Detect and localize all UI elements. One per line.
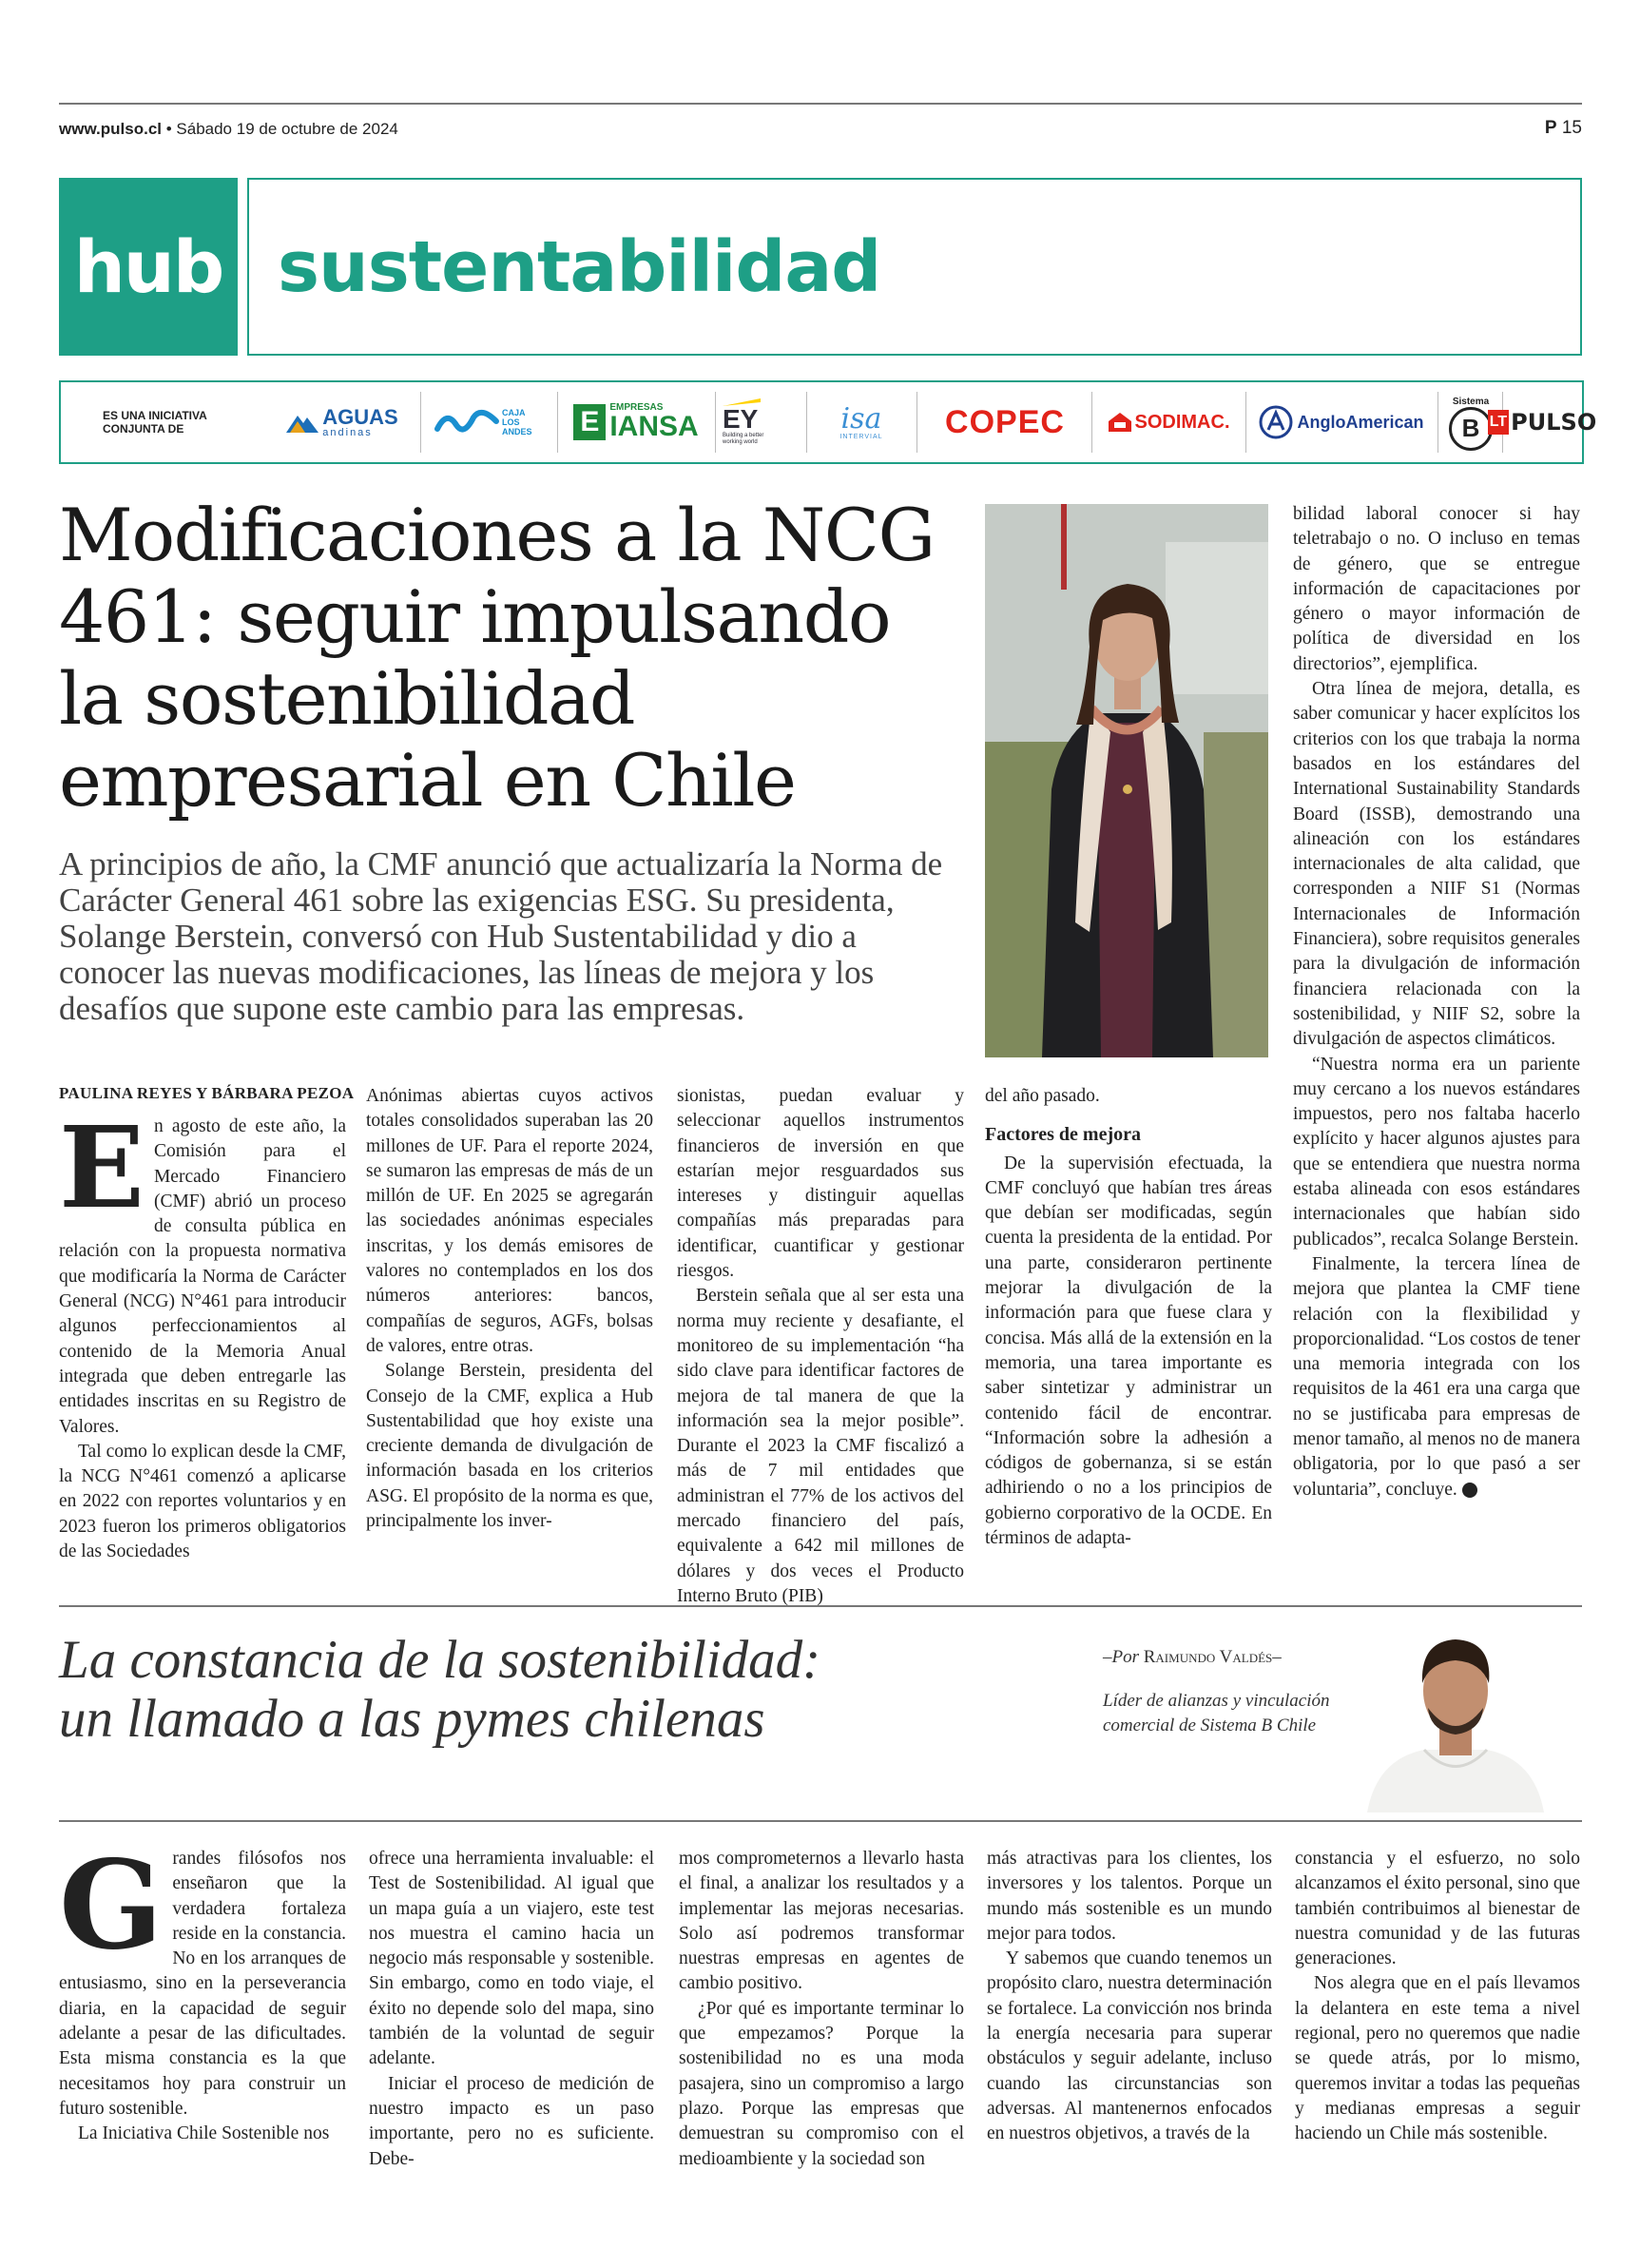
portrait-photo-valdes	[1348, 1617, 1563, 1812]
article1-paragraph: sionistas, puedan evaluar y seleccionar aquellos instrumentos financieros de inversión en que estarían mejor resguardados sus intereses y distinguir aquellas compañías más preparadas para identificar, cuantificar y gestionar riesgos.	[677, 1086, 964, 1282]
opinion-title-line2: un llamado a las pymes chilenas	[59, 1689, 765, 1749]
caja-name: CAJA LOS ANDES	[502, 408, 532, 436]
sponsor-separator	[715, 392, 716, 453]
article-byline: PAULINA REYES Y BÁRBARA PEZOA	[59, 1084, 355, 1102]
caja-wave-icon	[434, 408, 500, 436]
issue-date: • Sábado 19 de octubre de 2024	[162, 120, 398, 138]
logo-aguas-andinas	[276, 396, 409, 449]
article2-column-3	[679, 1847, 964, 2172]
logo-copec	[924, 396, 1086, 449]
article1-column-2	[366, 1084, 653, 1534]
logo-anglo-american	[1251, 396, 1432, 449]
anglo-emblem-icon	[1259, 405, 1293, 439]
sodimac-name: SODIMAC.	[1134, 411, 1230, 433]
article2-column-2	[369, 1847, 654, 2172]
article1-paragraph: “Nuestra norma era un pariente muy cercano a los nuevos estándares impuestos, pero nos faltaba hacerlo explícito y hacer algunos ajustes para que se entendiera que nuestra norma estaba alineada con esos estándares internacionales que habían sido publicados”, recalca Solange Berstein.	[1293, 1054, 1580, 1250]
sponsor-separator	[420, 392, 421, 453]
lt-mark: LT	[1488, 410, 1509, 435]
section-banner	[247, 178, 1582, 356]
sistema-b-name: B	[1461, 414, 1480, 442]
sponsor-separator	[1091, 392, 1092, 453]
article1-column-3	[677, 1084, 964, 1609]
anglo-name: AngloAmerican	[1297, 412, 1424, 432]
sponsor-separator	[806, 392, 807, 453]
logo-empresas-iansa	[565, 396, 707, 449]
article2-paragraph: mos comprometernos a llevarlo hasta el final, a analizar los resultados y a implementar las mejoras necesarias. Solo así podremos transformar nuestras empresas en agentes de cambio positivo.	[679, 1849, 964, 1994]
copec-name: COPEC	[945, 403, 1065, 440]
sodimac-house-icon	[1108, 412, 1132, 433]
aguas-mountain-icon	[286, 410, 318, 435]
article1-paragraph: bilidad laboral conocer si hay teletrabajo o no. O incluso en temas de género, que se entregue información de capacitaciones por género o mayor información de política de diversidad en los directorios”, ejemplifica.	[1293, 504, 1580, 674]
sistema-b-sub: Sistema	[1452, 396, 1490, 407]
hub-logo	[59, 178, 238, 356]
article1-paragraph: Solange Berstein, presidenta del Consejo de la CMF, explica a Hub Sustentabilidad que hoy existe una creciente demanda de divulgación de información basada en los criterios ASG. El propósito de la norma es que, principalmente los inver-	[366, 1361, 653, 1532]
page-prefix: P	[1544, 118, 1557, 138]
author-name: Raimundo Valdés	[1143, 1647, 1273, 1667]
author-suffix: –	[1272, 1647, 1282, 1667]
logo-lt-pulso	[1489, 396, 1597, 449]
iansa-mark-icon: E	[573, 404, 606, 440]
article2-column-5	[1295, 1847, 1580, 2147]
article1-column-1	[59, 1101, 346, 1564]
article2-paragraph: más atractivas para los clientes, los inversores y los talentos. Porque un mundo más sostenible es un mundo mejor para todos.	[987, 1849, 1272, 1944]
article1-paragraph	[59, 1101, 346, 1440]
dropcap: G	[59, 1834, 164, 1977]
article1-paragraph: Otra línea de mejora, detalla, es saber comunicar y hacer explícitos los criterios con los que trabaja la norma basados en los estándares del International Sustainability Standards Board (ISSB), demostrando una alineación con los estándares internacionales de alta calidad, que corresponden a NIIF S1 (Normas Internacionales de Información Financiera), sobre requisitos generales para la divulgación de información financiera relacionada con la sostenibilidad, y NIIF S2, sobre la divulgación de aspectos climáticos.	[1293, 679, 1580, 1050]
opinion-title-line1: La constancia de la sostenibilidad:	[59, 1630, 821, 1690]
article1-paragraph: Berstein señala que al ser esta una norma muy reciente y desafiante, el monitoreo de su implementación “ha sido clave para identificar factores de mejora de tal manera de que la información sea la mejor posible”. Durante el 2023 la CMF fiscalizó a más de 7 mil entidades que administran el 77% de los activos del mercado financiero del país, equivalente a 642 mil millones de dólares y dos veces el Producto Interno Bruto (PIB)	[677, 1286, 964, 1606]
top-rule	[59, 103, 1582, 105]
logo-caja-los-andes	[428, 396, 550, 449]
end-mark-icon: P	[1462, 1483, 1477, 1498]
opinion-author	[1103, 1647, 1282, 1668]
article2-paragraph: constancia y el esfuerzo, no solo alcanzamos el éxito personal, sino que también contribuimos al bienestar de nuestra comunidad y de las futuras generaciones.	[1295, 1849, 1580, 1969]
hub-label: hub	[73, 224, 223, 309]
site-url[interactable]: www.pulso.cl	[59, 120, 162, 138]
article1-column-4	[985, 1084, 1272, 1551]
author-portrait-illustration	[1348, 1617, 1563, 1812]
pulso-name: PULSO	[1511, 409, 1597, 436]
iansa-name: IANSA	[609, 411, 699, 442]
article2-paragraph: La Iniciativa Chile Sostenible nos	[78, 2123, 330, 2144]
sponsors-label	[103, 409, 207, 436]
page-number	[1545, 118, 1582, 139]
page-number-value: 15	[1561, 118, 1582, 138]
article2-paragraph: Iniciar el proceso de medición de nuestro impacto es un paso importante, pero no es suficiente. Debe-	[369, 2073, 654, 2169]
section-divider-bottom	[59, 1820, 1582, 1822]
portrait-illustration	[985, 504, 1268, 1057]
article1-paragraph: del año pasado.	[985, 1086, 1100, 1106]
aguas-sub: andinas	[322, 426, 373, 438]
iansa-sub: EMPRESAS	[609, 402, 664, 413]
sponsor-separator	[1245, 392, 1246, 453]
isa-sub: INTERVIAL	[839, 433, 883, 440]
aguas-name: AGUAS	[322, 404, 398, 429]
section-title: sustentabilidad	[278, 225, 881, 308]
author-role: Líder de alianzas y vinculación comercial de Sistema B Chile	[1103, 1691, 1330, 1735]
ey-sub: Building a better working world	[723, 433, 764, 445]
article-title: Modificaciones a la NCG 461: seguir impulsando la sostenibilidad empresarial en Chile	[59, 493, 935, 823]
sponsors-label-line1: ES UNA INICIATIVA	[103, 409, 207, 422]
portrait-photo-berstein	[985, 504, 1268, 1057]
article1-paragraph: Anónimas abiertas cuyos activos totales consolidados superaban las 20 millones de UF. Para el reporte 2024, se sumaron las empresas de más de un millón de UF. En 2025 se agregarán las sociedades anónimas especiales inscritas, y los demás emisores de valores no contemplados en los dos números anteriores: bancos, compañías de seguros, AGFs, bolsas de valores, entre otras.	[366, 1086, 653, 1356]
article1-paragraph	[1293, 1252, 1580, 1502]
article2-paragraph: ¿Por qué es importante terminar lo que empezamos? Porque la sostenibilidad no es una moda pasajera, sino un compromiso a largo plazo. Porque las empresas que demuestran su compromiso con el medioambiente y la sociedad son	[679, 1998, 964, 2169]
logo-isa-intervial	[814, 396, 909, 449]
isa-name: isa	[840, 401, 882, 436]
article2-paragraph: Y sabemos que cuando tenemos un propósito claro, nuestra determinación se fortalece. La convicción nos brinda la energía necesaria para superar obstáculos y seguir adelante, incluso cuando las circunstancias son adversas. Al mantenernos enfocados en nuestros objetivos, a través de la	[987, 1948, 1272, 2144]
article1-column-5	[1293, 502, 1580, 1502]
article2-column-1	[59, 1834, 346, 2147]
dropcap: E	[59, 1101, 145, 1233]
paragraph-text: n agosto de este año, la Comisión para el Mercado Financiero (CMF) abrió un proceso de consulta pública en relación con la propuesta normativa que modificaría la Norma de Carácter General (NCG) N°461 para introducir algunos perfeccionamientos al contenido de la Memoria Anual integrada que deben entregarle las entidades inscritas en su Registro de Valores.	[59, 1116, 346, 1437]
author-prefix: –Por	[1103, 1647, 1144, 1667]
article2-column-4	[987, 1847, 1272, 2147]
article2-paragraph: Nos alegra que en el país llevamos la delantera en este tema a nivel regional, pero no queremos que nadie se quede atrás, por lo mismo, queremos invitar a todas las pequeñas y medianas empresas a seguir haciendo un Chile más sostenible.	[1295, 1973, 1580, 2144]
b-corp-icon	[1449, 407, 1493, 451]
article1-paragraph: De la supervisión efectuada, la CMF concluyó que habían tres áreas que debían ser modificadas, según cuenta la presidenta de la entidad. Por una parte, consideraron pertinente mejorar la divulgación de la información para que fuese clara y concisa. Más allá de la extensión en la memoria, una tarea importante es saber sintetizar y administrar un contenido fácil de encontrar. “Información sobre la adhesión a códigos de gobernanza, si se están adhiriendo o no a los principios de gobierno corporativo de la OCDE. En términos de adapta-	[985, 1153, 1272, 1549]
sponsors-strip	[59, 380, 1597, 464]
site-date-line	[59, 120, 398, 139]
logo-sodimac	[1097, 396, 1240, 449]
sponsor-separator	[1437, 392, 1438, 453]
paragraph-text: Finalmente, la tercera línea de mejora que plantea la CMF tiene relación con la flexibilidad y proporcionalidad. “Los costos de tener una memoria integrada con los requisitos de la 461 era una carga que no se justificaba para empresas de menor tamaño, al menos no de manera obligatoria, por lo que pasó a ser voluntaria”, concluye.	[1293, 1253, 1580, 1500]
sponsors-label-line2: CONJUNTA DE	[103, 422, 184, 436]
sponsor-separator	[916, 392, 917, 453]
paragraph-text: randes filósofos nos enseñaron que la verdadera fortaleza reside en la constancia. No en los arranques de entusiasmo, sino en la perseverancia diaria, en la capacidad de seguir adelante a pesar de las dificultades. Esta misma constancia es la que necesitamos hoy para construir un futuro sostenible.	[59, 1849, 346, 2119]
article-lead: A principios de año, la CMF anunció que actualizaría la Norma de Carácter General 461 sobre las exigencias ESG. Su presidenta, Solange Berstein, conversó con Hub Sustentabilidad y dio a conocer las nuevas modificaciones, las líneas de mejora y los desafíos que supone este cambio para las empresas.	[59, 845, 943, 1027]
subheading-factores: Factores de mejora	[985, 1124, 1142, 1146]
section-divider-top	[59, 1605, 1582, 1607]
opinion-title	[59, 1631, 1048, 1749]
sponsor-separator	[557, 392, 558, 453]
ey-name: EY	[723, 404, 759, 434]
article2-paragraph: ofrece una herramienta invaluable: el Test de Sostenibilidad. Al igual que un mapa guía a un viajero, este test nos muestra el camino hacia un negocio más responsable y sostenible. Sin embargo, como en todo viaje, el éxito no depende solo del mapa, sino también de la voluntad de seguir adelante.	[369, 1849, 654, 2069]
article2-paragraph	[59, 1834, 346, 2122]
logo-ey	[723, 396, 799, 449]
article1-paragraph: Tal como lo explican desde la CMF, la NCG N°461 comenzó a aplicarse en 2022 con reportes voluntarios y en 2023 fueron los primeros obligatorios de las Sociedades	[59, 1441, 346, 1562]
